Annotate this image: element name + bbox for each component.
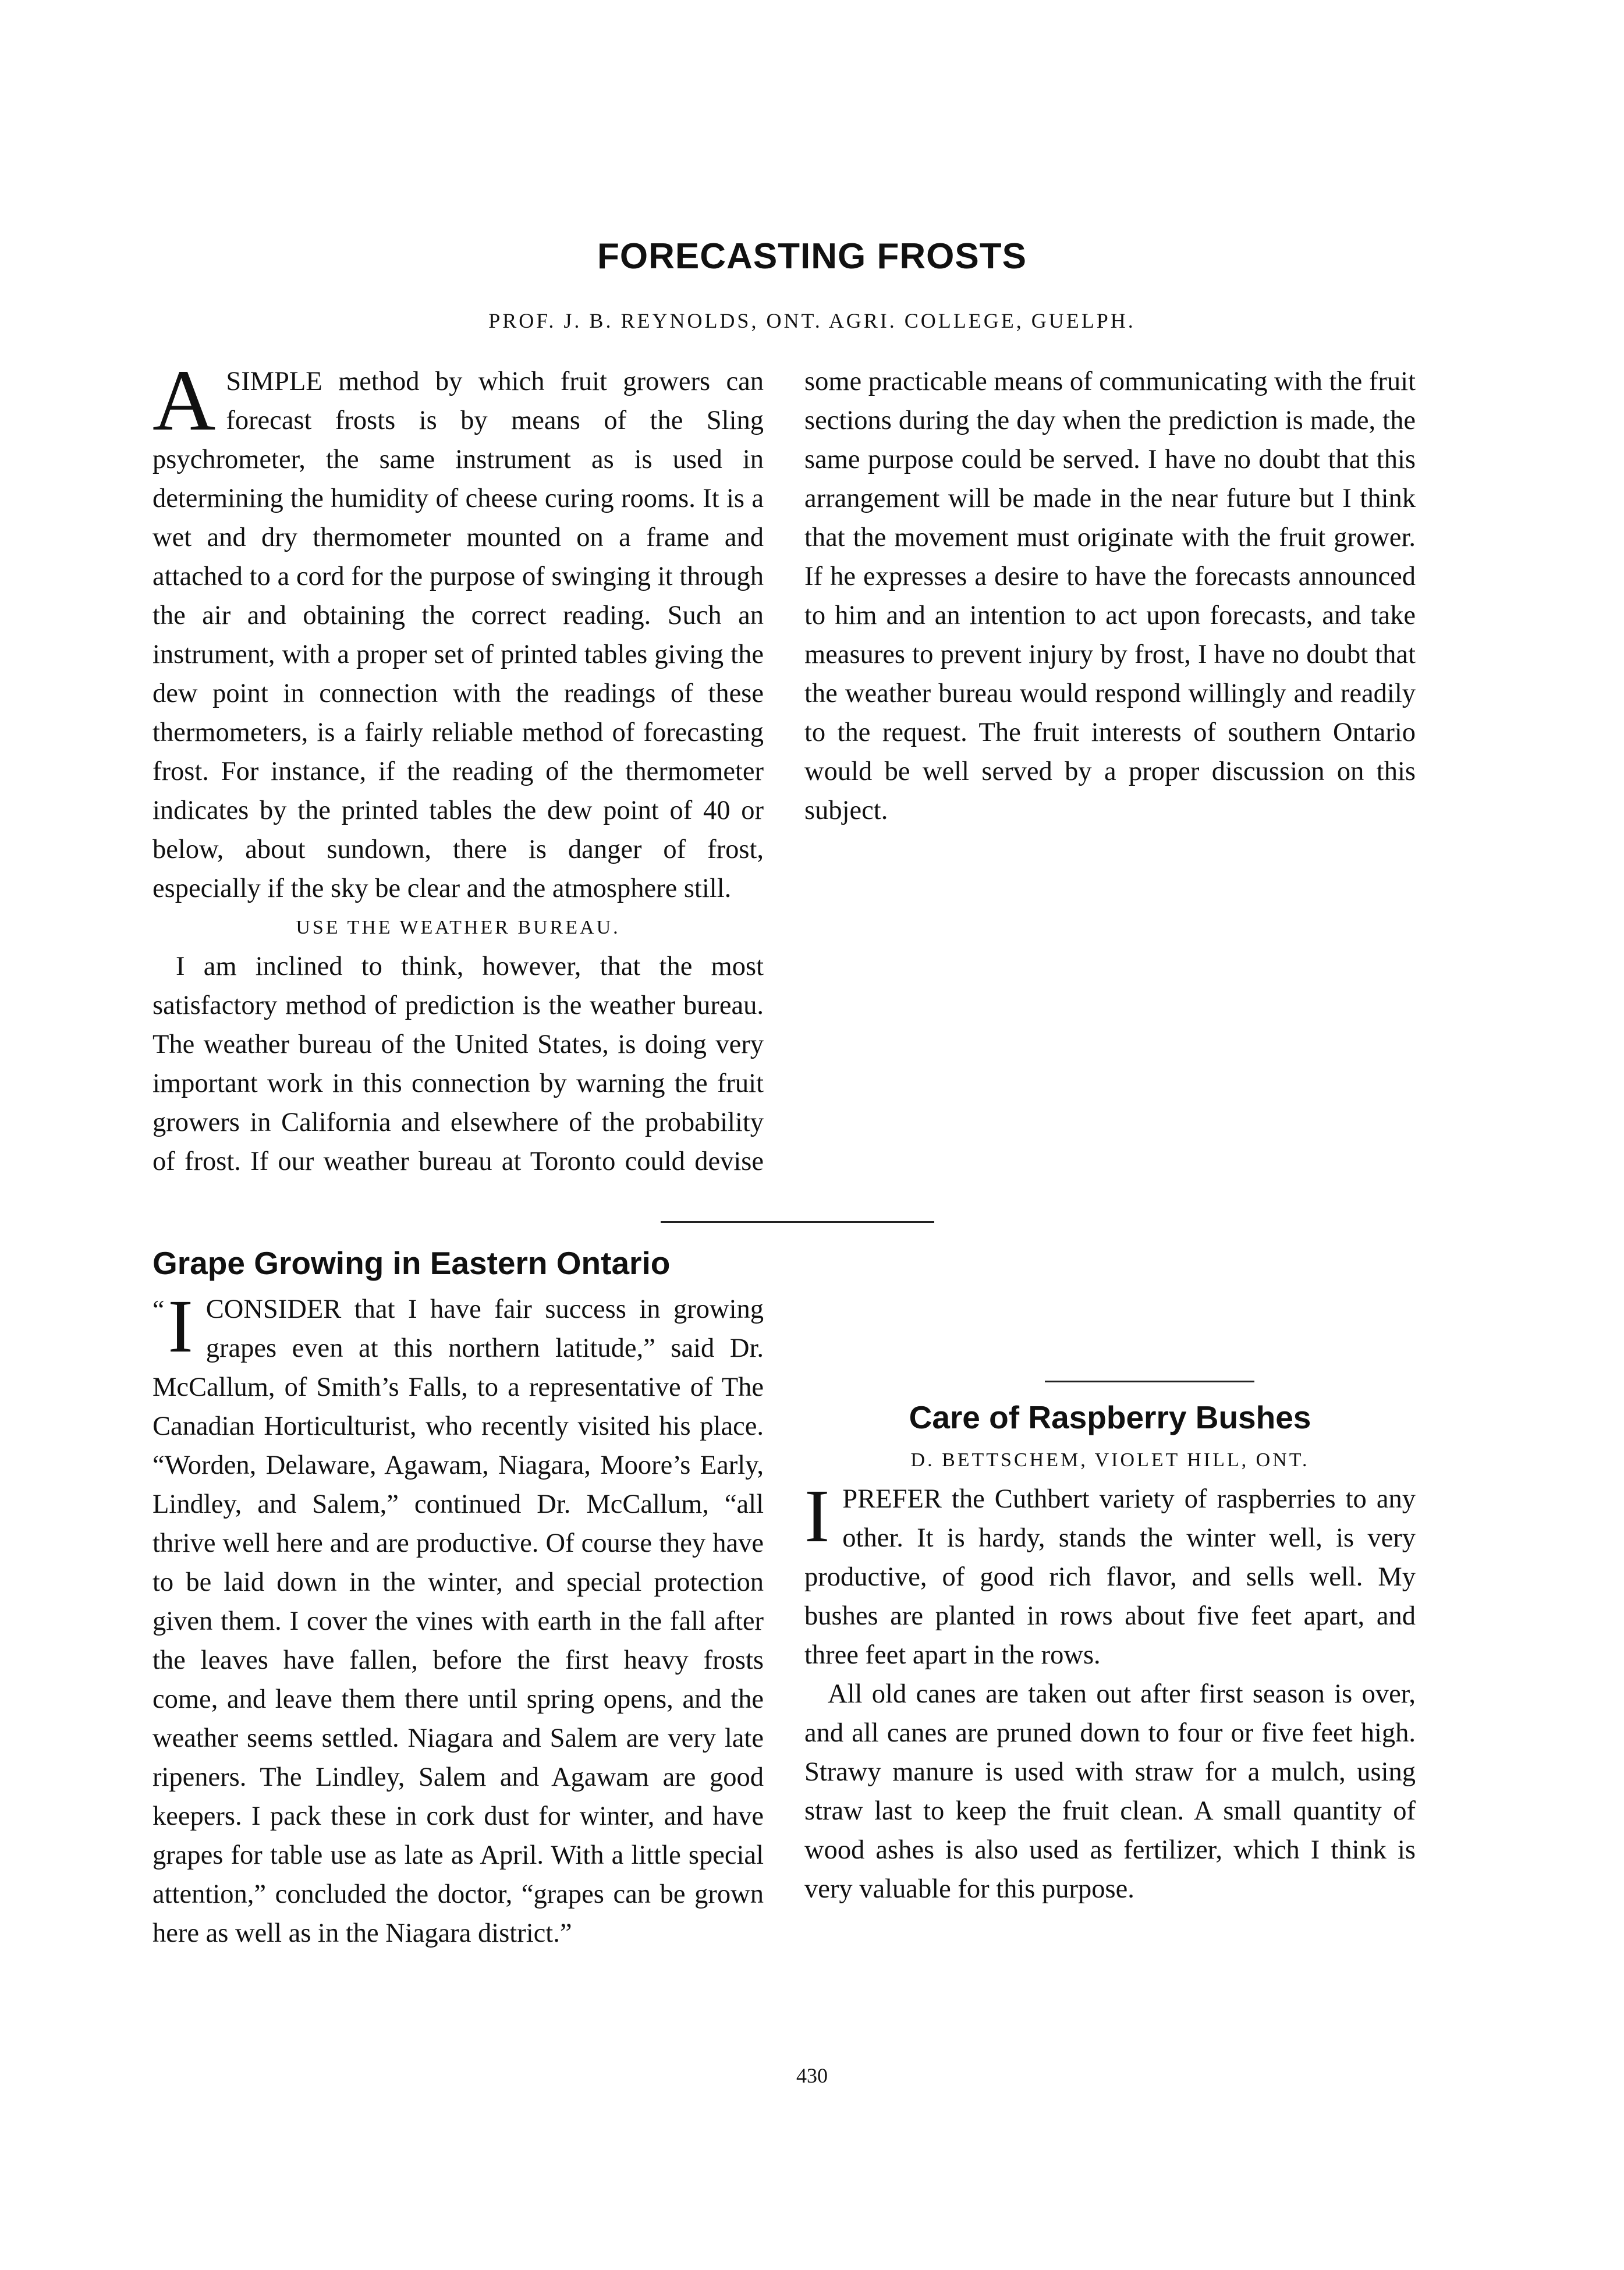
drop-cap: A (153, 352, 216, 449)
paragraph-text: SIMPLE method by which fruit growers can forecast frosts is by means of the Sling psychrometer, the same instrument as is used in determining the humidity of cheese curing rooms. It is a wet and dry thermometer mounted on a frame and attached to a cord for the purpose of swinging it through the air and obtaining the correct reading. Such an instrument, with a proper set of printed tables giving the dew point in connection with the readings of these thermometers, is a fairly reliable method of forecasting frost. For instance, if the reading of the thermometer indicates by the printed tables the dew point of 40 or below, about sundown, there is danger of frost, especially if the sky be clear and the atmosphere still. (153, 367, 764, 903)
article-byline: D. BETTSCHEM, VIOLET HILL, ONT. (910, 1449, 1310, 1471)
drop-cap: I (168, 1285, 193, 1368)
paragraph (153, 1285, 764, 1953)
paragraph (153, 352, 764, 908)
article-body (153, 352, 1416, 1183)
article-title: FORECASTING FROSTS (597, 236, 1027, 276)
paragraph: All old canes are taken out after first season is over, and all canes are pruned down to four or five feet high. Strawy manure is used with straw for a mulch, using straw last to keep the fruit clean. A small quantity of wood ashes is also used as fertilizer, which I think is very valuable for this purpose. (804, 1679, 1416, 1904)
paragraph-text: PREFER the Cuthbert variety of raspberries to any other. It is hardy, stands the winter well, is very productive, of good rich flavor, and sells well. My bushes are planted in rows about five feet apart, and three feet apart in the rows. (804, 1484, 1416, 1670)
section-subhead: USE THE WEATHER BUREAU. (296, 917, 620, 938)
paragraph (804, 1474, 1416, 1675)
open-quote: “ (153, 1294, 165, 1324)
paragraph-text: CONSIDER that I have fair success in growing grapes even at this northern latitude,” said Dr. McCallum, of Smith’s Falls, to a representative of The Canadian Horticulturist, who recently visited his place. “Worden, Delaware, Agawam, Niagara, Moore’s Early, Lindley, and Salem,” continued Dr. McCallum, “all thrive well here and are productive. Of course they have to be laid down in the winter, and special protection given them. I cover the vines with earth in the fall after the leaves have fallen, before the first heavy frosts come, and leave them there until spring opens, and the weather seems settled. Niagara and Salem are very late ripeners. The Lindley, Salem and Agawam are good keepers. I pack these in cork dust for winter, and have grapes for table use as late as April. With a little special attention,” concluded the doctor, “grapes can be grown here as well as in the Niagara district.” (153, 1294, 764, 1948)
article-body (804, 1394, 1416, 2052)
section-divider (1045, 1381, 1254, 1382)
section-title: Grape Growing in Eastern Ontario (153, 1245, 671, 1281)
section-divider (661, 1221, 934, 1223)
article-byline: PROF. J. B. REYNOLDS, ONT. AGRI. COLLEGE, GUELPH. (488, 309, 1136, 332)
section-title: Care of Raspberry Bushes (909, 1399, 1311, 1435)
drop-cap: I (804, 1474, 830, 1558)
paragraph: I am inclined to think, however, that the most satisfactory method of prediction is the weather bureau. The weather bureau of the United States, is doing very important work in this connection by warning the fruit growers in California and elsewhere of the probability of frost. If our weather bureau at Toronto could devise some practicable means of communicating with the fruit sections during the day when the prediction is made, the same purpose could be served. I have no doubt that this arrangement will be made in the near future but I think that the movement must originate with the fruit grower. If he expresses a desire to have the forecasts announced to him and an intention to act upon forecasts, and take measures to prevent injury by frost, I have no doubt that the weather bureau would respond willingly and readily to the request. The fruit interests of southern Ontario would be well served by a proper discussion on this subject. (153, 367, 1416, 1176)
page-number: 430 (796, 2064, 828, 2087)
